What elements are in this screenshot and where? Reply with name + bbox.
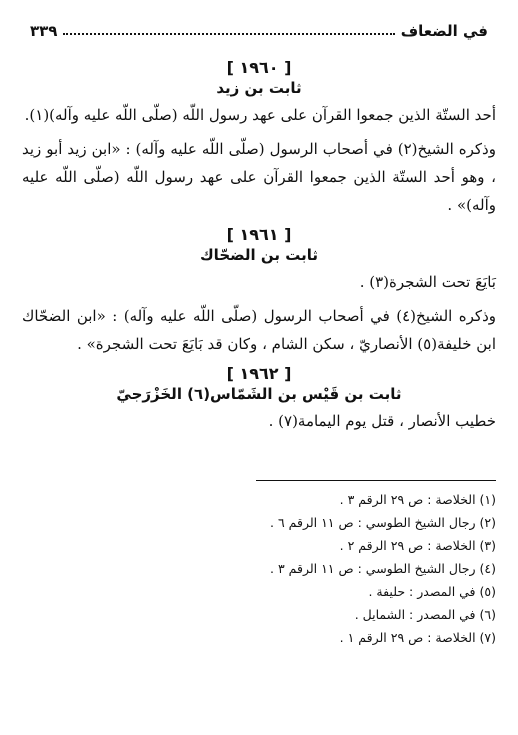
running-title: في الضعاف bbox=[400, 22, 488, 40]
header-dot-leader bbox=[63, 27, 394, 35]
entry-paragraph: بَايَعَ تحت الشجرة(٣) . bbox=[359, 273, 496, 291]
entry-paragraph: وذكره الشيخ(٢) في أصحاب الرسول (صلّى اللّه عليه وآله) : «ابن زيد أبو زيد ، وهو أحد الستّة الذين جمعوا القرآن على عهد رسول اللّه (صلّى اللّه عليه وآله)» . bbox=[22, 140, 496, 214]
entry-paragraph: أحد الستّة الذين جمعوا القرآن على عهد رسول اللّه (صلّى اللّه عليه وآله)(١). bbox=[24, 106, 496, 124]
entry-paragraph: خطيب الأنصار ، قتل يوم اليمامة(٧) . bbox=[268, 412, 496, 430]
entry-1961 bbox=[22, 225, 496, 358]
footnote: (٥) في المصدر : حليفة . bbox=[368, 584, 496, 599]
page-header bbox=[30, 18, 488, 44]
footnote: (٤) رجال الشيخ الطوسي : ص ١١ الرقم ٣ . bbox=[270, 561, 496, 576]
entry-1960 bbox=[22, 58, 496, 219]
entry-1962 bbox=[22, 364, 496, 435]
footnotes bbox=[22, 488, 496, 649]
entry-number: [ ١٩٦٠ ] bbox=[226, 58, 292, 77]
footnote: (٢) رجال الشيخ الطوسي : ص ١١ الرقم ٦ . bbox=[270, 515, 496, 530]
page-body bbox=[22, 56, 496, 441]
footnote: (١) الخلاصة : ص ٢٩ الرقم ٣ . bbox=[339, 492, 496, 507]
entry-paragraph: وذكره الشيخ(٤) في أصحاب الرسول (صلّى اللّه عليه وآله) : «ابن الضحّاك ابن خليفة(٥) الأنصاريّ ، سكن الشام ، وكان قد بَايَعَ تحت الشجرة» . bbox=[22, 307, 496, 353]
entry-number: [ ١٩٦٢ ] bbox=[226, 364, 292, 383]
entry-number: [ ١٩٦١ ] bbox=[226, 225, 292, 244]
footnote: (٧) الخلاصة : ص ٢٩ الرقم ١ . bbox=[339, 630, 496, 645]
entry-title: ثابت بن زيد bbox=[216, 79, 302, 97]
footnote: (٣) الخلاصة : ص ٢٩ الرقم ٢ . bbox=[339, 538, 496, 553]
footnote-separator bbox=[256, 480, 496, 481]
entry-title: ثابت بن الضحّاك bbox=[199, 246, 319, 264]
page-number: ٣٣٩ bbox=[30, 22, 58, 40]
entry-title: ثابت بن قَيْس بن الشَمّاس(٦) الخَزْرَجيّ bbox=[116, 385, 402, 403]
footnote: (٦) في المصدر : الشمايل . bbox=[354, 607, 496, 622]
